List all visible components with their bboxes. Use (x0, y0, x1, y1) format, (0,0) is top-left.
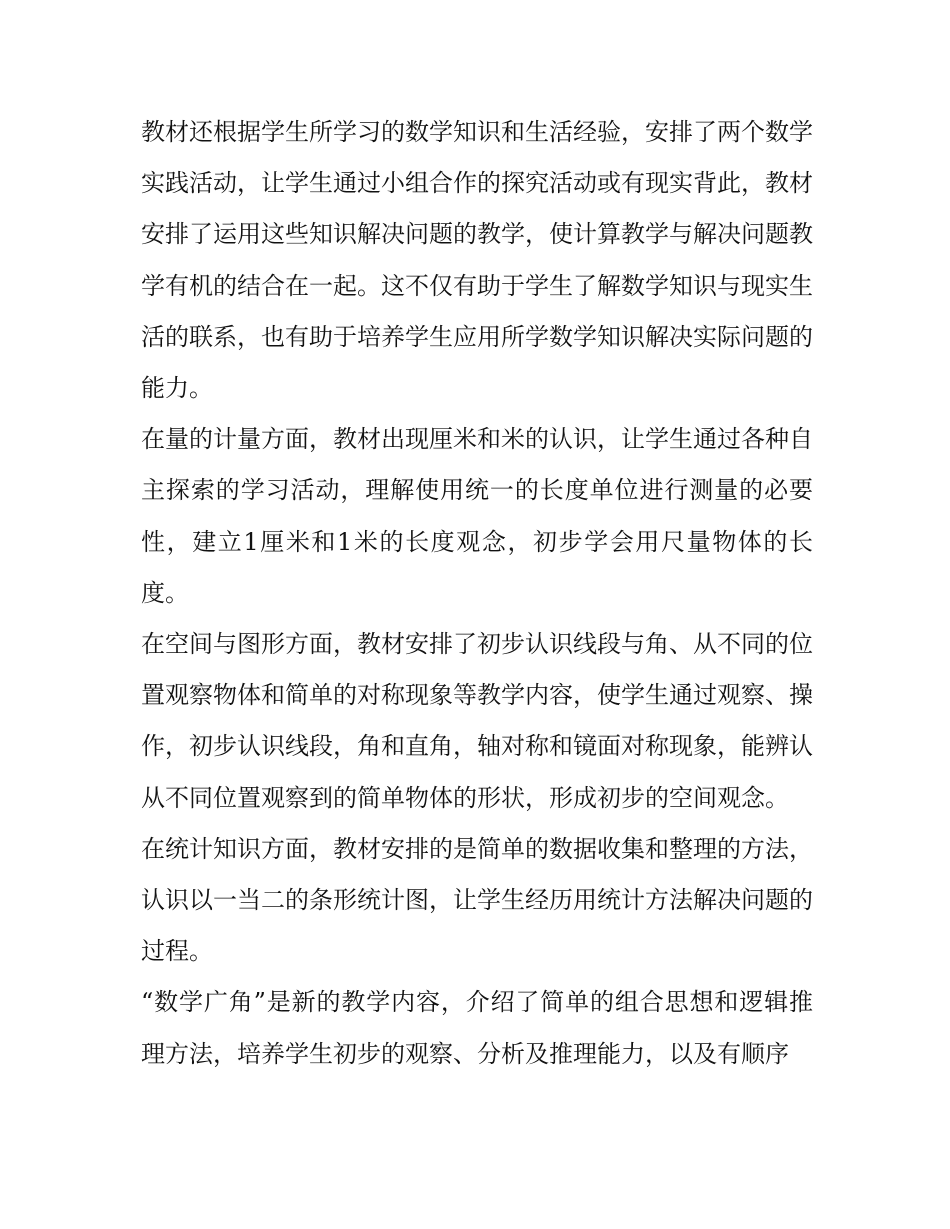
paragraph-math-corner: “数学广角”是新的教学内容，介绍了简单的组合思想和逻辑推理方法，培养学生初步的观察、分析及推理能力，以及有顺序 (141, 988, 813, 1068)
paragraph-measurement: 在量的计量方面，教材出现厘米和米的认识，让学生通过各种自主探索的学习活动，理解使用统一的长度单位进行测量的必要性，建立1厘米和1米的长度观念，初步学会用尺量物体的长度。 (141, 425, 813, 607)
body-text (141, 107, 813, 1080)
paragraph-statistics: 在统计知识方面，教材安排的是简单的数据收集和整理的方法，认识以一当二的条形统计图，让学生经历用统计方法解决问题的过程。 (141, 834, 813, 966)
paragraph-space-and-shapes: 在空间与图形方面，教材安排了初步认识线段与角、从不同的位置观察物体和简单的对称现象等教学内容，使学生通过观察、操作，初步认识线段，角和直角，轴对称和镜面对称现象，能辨认从不同位置观察到的简单物体的形状，形成初步的空间观念。 (141, 630, 813, 812)
paragraph-practice-activities: 教材还根据学生所学习的数学知识和生活经验，安排了两个数学实践活动，让学生通过小组合作的探究活动或有现实背此，教材安排了运用这些知识解决问题的教学，使计算教学与解决问题教学有机的结合在一起。这不仅有助于学生了解数学知识与现实生活的联系，也有助于培养学生应用所学数学知识解决实际问题的能力。 (141, 118, 813, 403)
